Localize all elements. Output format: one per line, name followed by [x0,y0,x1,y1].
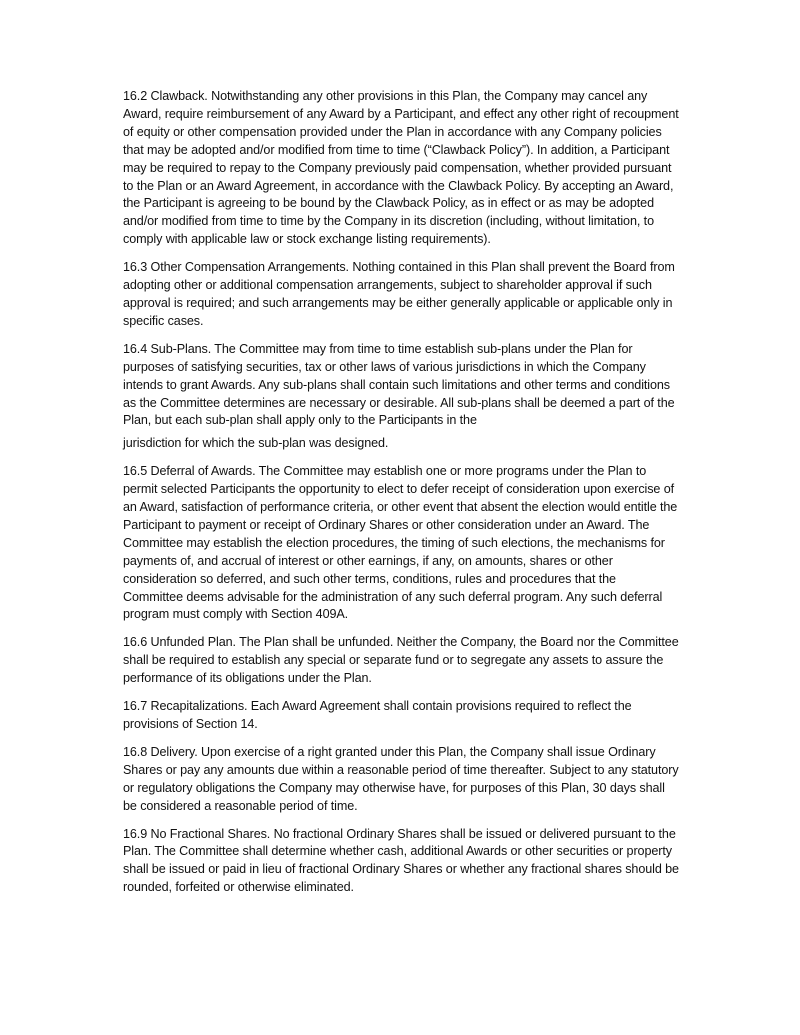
section-16-4-continuation: jurisdiction for which the sub-plan was designed. [123,436,389,451]
section-16-9-no-fractional-shares: 16.9 No Fractional Shares. No fractional Ordinary Shares shall be issued or delivered pursuant to the Plan. The Committee shall determine whether cash, additional Awards or other securities or property shall be issued or paid in lieu of fractional Ordinary Shares or whether any fractional shares should be rounded, forfeited or otherwise eliminated. [123,826,679,895]
section-16-8-delivery: 16.8 Delivery. Upon exercise of a right granted under this Plan, the Company shall issue Ordinary Shares or pay any amounts due within a reasonable period of time thereafter. Subject to any statutory or regulatory obligations the Company may otherwise have, for purposes of this Plan, 30 days shall be considered a reasonable period of time. [123,744,679,813]
section-16-7-recapitalizations: 16.7 Recapitalizations. Each Award Agreement shall contain provisions required to reflect the provisions of Section 14. [123,699,632,731]
section-16-2-clawback: 16.2 Clawback. Notwithstanding any other provisions in this Plan, the Company may cancel any Award, require reimbursement of any Award by a Participant, and effect any other right of recoupment of equity or other compensation provided under the Plan in accordance with any Company policies that may be adopted and/or modified from time to time (“Clawback Policy”). In addition, a Participant may be required to repay to the Company previously paid compensation, whether provided pursuant to the Plan or an Award Agreement, in accordance with the Clawback Policy. By accepting an Award, the Participant is agreeing to be bound by the Clawback Policy, as in effect or as may be adopted and/or modified from time to time by the Company in its discretion (including, without limitation, to comply with applicable law or stock exchange listing requirements). [123,89,679,247]
section-16-6-unfunded-plan: 16.6 Unfunded Plan. The Plan shall be unfunded. Neither the Company, the Board nor the Committee shall be required to establish any special or separate fund or to segregate any assets to assure the performance of its obligations under the Plan. [123,635,679,686]
section-16-3-other-compensation: 16.3 Other Compensation Arrangements. Nothing contained in this Plan shall prevent the Board from adopting other or additional compensation arrangements, subject to shareholder approval if such approval is required; and such arrangements may be either generally applicable or applicable only in specific cases. [123,260,675,328]
section-16-5-deferral: 16.5 Deferral of Awards. The Committee may establish one or more programs under the Plan to permit selected Participants the opportunity to elect to defer receipt of consideration upon exercise of an Award, satisfaction of performance criteria, or other event that absent the election would entitle the Participant to payment or receipt of Ordinary Shares or other consideration under an Award. The Committee may establish the election procedures, the timing of such elections, the mechanisms for payments of, and accrual of interest or other earnings, if any, on amounts, shares or other consideration so deferred, and such other terms, conditions, rules and procedures that the Committee deems advisable for the administration of any such deferral program. Any such deferral program must comply with Section 409A. [123,464,678,622]
section-16-4-sub-plans: 16.4 Sub-Plans. The Committee may from time to time establish sub-plans under the Plan for purposes of satisfying securities, tax or other laws of various jurisdictions in which the Company intends to grant Awards. Any sub-plans shall contain such limitations and other terms and conditions as the Committee determines are necessary or desirable. All sub-plans shall be deemed a part of the Plan, but each sub-plan shall apply only to the Participants in the [123,341,675,428]
document-page [123,88,679,907]
